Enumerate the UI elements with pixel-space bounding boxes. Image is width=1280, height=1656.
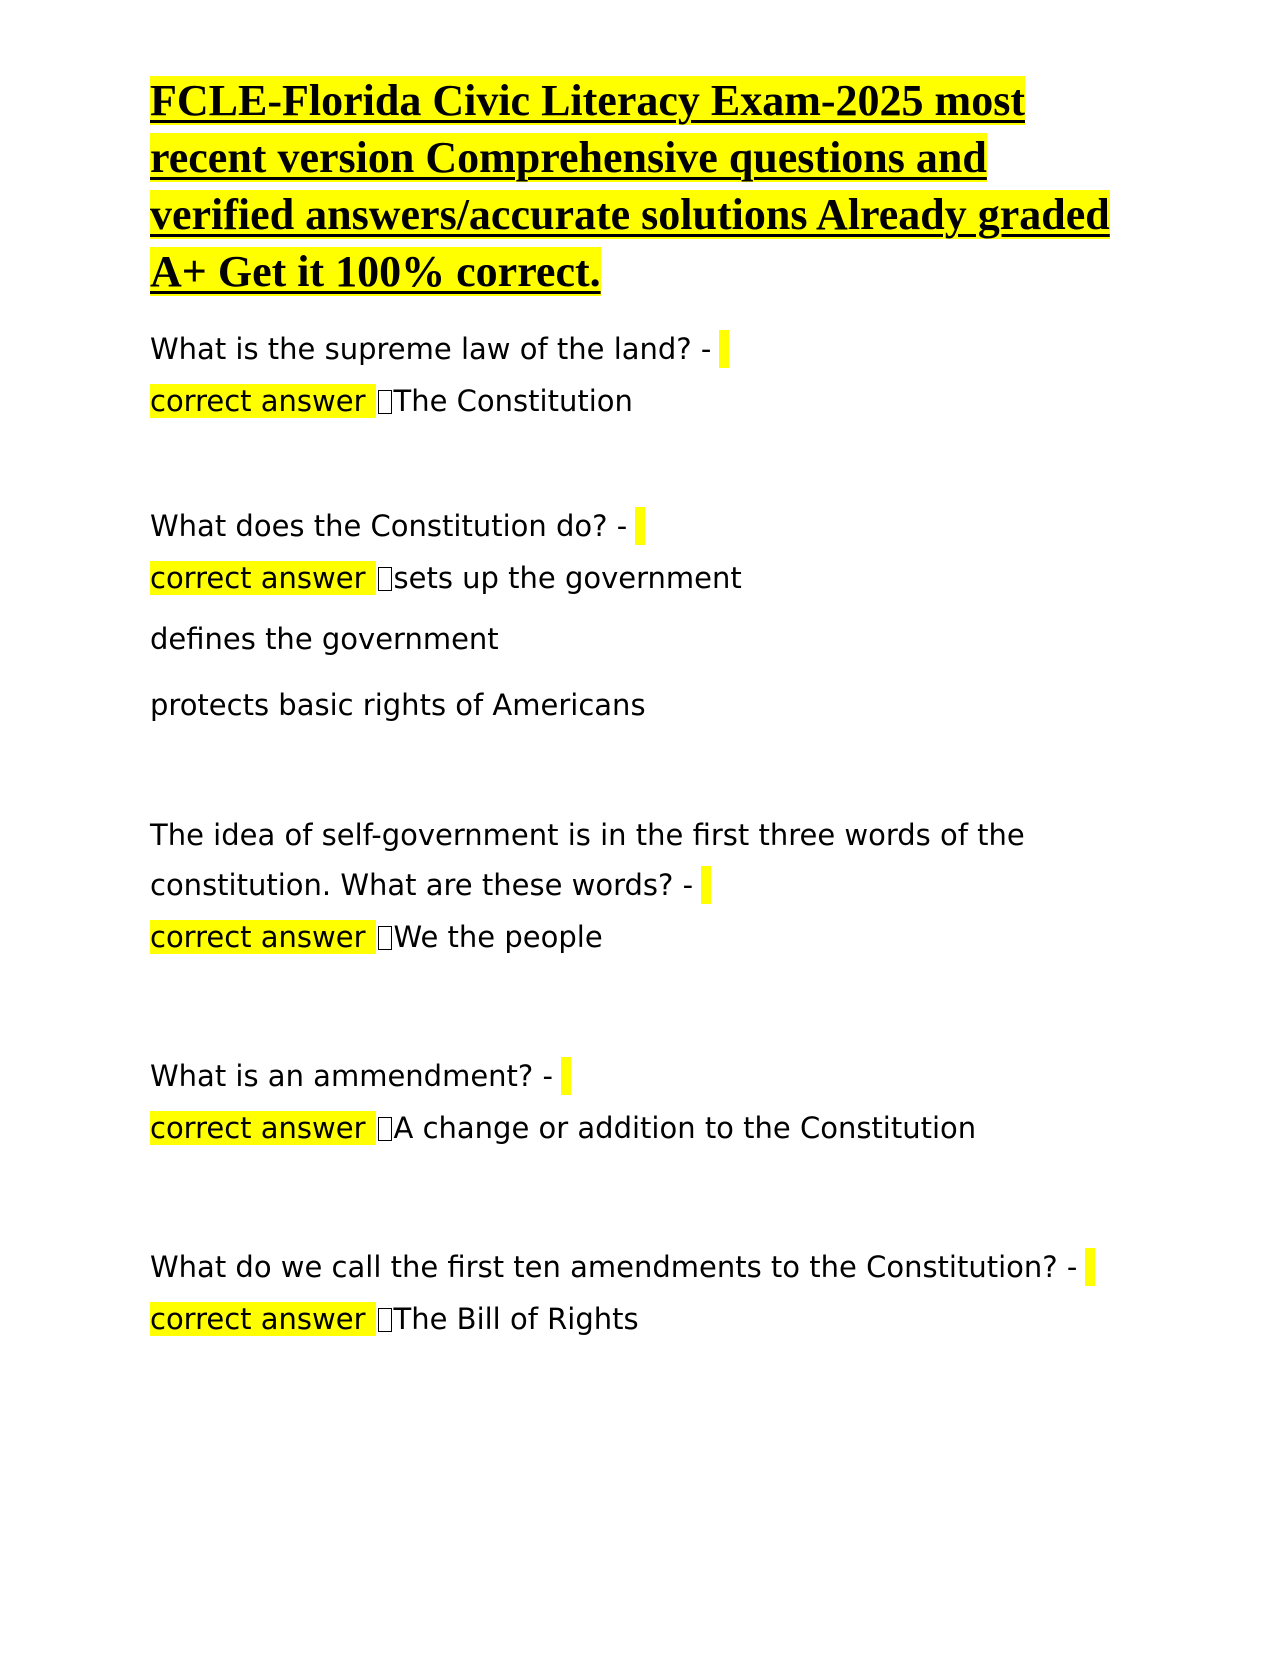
answer-2 xyxy=(150,551,1140,606)
qa-item-3 xyxy=(150,810,1140,965)
highlight-mark xyxy=(1085,1248,1095,1286)
question-3 xyxy=(150,810,1140,910)
answer-1 xyxy=(150,374,1140,429)
answer-label: correct answer xyxy=(150,920,376,954)
question-4-text: What is an ammendment? - xyxy=(150,1059,553,1093)
question-1-text: What is the supreme law of the land? - xyxy=(150,332,712,366)
answer-2-text: sets up the government xyxy=(393,561,742,595)
missing-glyph-icon xyxy=(378,1117,392,1141)
answer-3-text: We the people xyxy=(393,920,603,954)
answer-label: correct answer xyxy=(150,384,376,418)
question-5 xyxy=(150,1242,1140,1292)
qa-item-5 xyxy=(150,1242,1140,1347)
question-2-text: What does the Constitution do? - xyxy=(150,509,628,543)
answer-2-extra-1: defines the government xyxy=(150,622,499,656)
highlight-mark xyxy=(719,330,729,368)
answer-5 xyxy=(150,1292,1140,1347)
qa-item-1 xyxy=(150,324,1140,429)
answer-3 xyxy=(150,910,1140,965)
document-page xyxy=(150,72,1140,1419)
missing-glyph-icon xyxy=(378,926,392,950)
qa-item-2 xyxy=(150,501,1140,738)
highlight-mark xyxy=(561,1057,571,1095)
document-title-text: FCLE-Florida Civic Literacy Exam-2025 most recent version Comprehensive questions and verified answers/accurate solutions Already graded A+ Get it 100% correct. xyxy=(150,76,1110,296)
answer-label: correct answer xyxy=(150,561,376,595)
answer-label: correct answer xyxy=(150,1302,376,1336)
answer-2-extra-2: protects basic rights of Americans xyxy=(150,688,646,722)
highlight-mark xyxy=(701,866,711,904)
question-2 xyxy=(150,501,1140,551)
question-4 xyxy=(150,1051,1140,1101)
answer-4-text: A change or addition to the Constitution xyxy=(393,1111,977,1145)
answer-5-text: The Bill of Rights xyxy=(393,1302,639,1336)
question-5-text: What do we call the first ten amendments to the Constitution? - xyxy=(150,1250,1078,1284)
answer-label: correct answer xyxy=(150,1111,376,1145)
missing-glyph-icon xyxy=(378,390,392,414)
document-title xyxy=(150,72,1140,300)
qa-item-4 xyxy=(150,1051,1140,1156)
missing-glyph-icon xyxy=(378,567,392,591)
question-3-text: The idea of self-government is in the first three words of the constitution. What are these words? - xyxy=(150,818,1025,902)
highlight-mark xyxy=(635,507,645,545)
missing-glyph-icon xyxy=(378,1308,392,1332)
answer-4 xyxy=(150,1101,1140,1156)
answer-1-text: The Constitution xyxy=(393,384,633,418)
question-1 xyxy=(150,324,1140,374)
